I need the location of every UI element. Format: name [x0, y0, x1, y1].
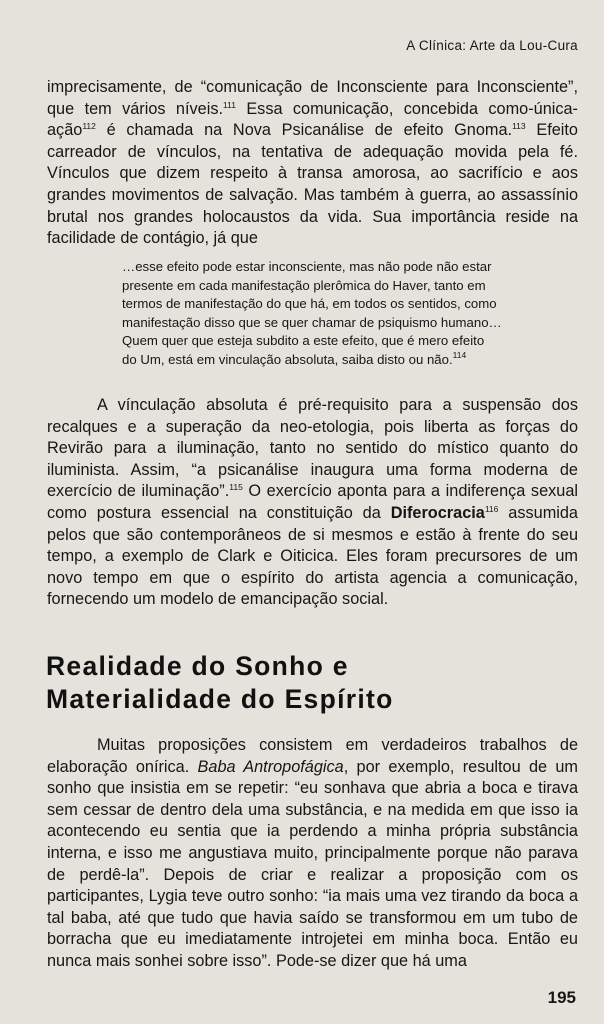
para3-text-2: , por exemplo, resultou de um sonho que insistia em se repetir: “eu sonhava que abria a boca e tirava sem cessar de dentro dela uma substância, e na medida em que isso ia acontecendo eu sentia que ia perdendo a minha própria substância interna, e isso me angustiava muito, principalmente porque não parava de perdê-la”. Depois de criar e realizar a proposição com os participantes, Lygia teve outro sonho: “ia mais uma vez tirando da boca a tal baba, até que tudo que havia saído se transformou em um tubo de borracha que eu imediatamente introjetei em minha boca. Então eu nunca mais sonhei sobre isso”. Pode-se dizer que há uma — [47, 757, 578, 970]
para1-text-4: Efeito carreador de vínculos, na tentativa de adequação movida pela fé. Vínculos que dizem respeito à transa amorosa, ao sacrifício e aos grandes movimentos de salvação. Mas também à guerra, ao assassínio brutal nos grandes holocaustos da vida. Sua importância reside na facilidade de contágio, já que — [47, 121, 578, 248]
footnote-ref-114[interactable]: 114 — [452, 349, 467, 360]
section-title-line-2: Materialidade do Espírito — [46, 684, 394, 714]
footnote-ref-113[interactable]: 113 — [512, 121, 526, 132]
page-number: 195 — [547, 988, 576, 1007]
paragraph-2 — [47, 395, 578, 611]
quote-text: …esse efeito pode estar inconsciente, mas não pode não estar presente em cada manifestação plerômica do Haver, tanto em termos de manifestação do que há, em todos os sentidos, como manifestação disso que se quer chamar de psiquismo humano… Quem quer que esteja subdito a este efeito, que é mero efeito do Um, está em vinculação absoluta, saiba disto ou não. — [122, 259, 502, 367]
running-head: A Clínica: Arte da Lou-Cura — [406, 38, 578, 53]
para2-text-2: O exercício aponta para a indiferença sexual como postura essencial na constituição da — [47, 482, 578, 522]
section-title — [46, 650, 394, 716]
para3-text-1: Muitas proposições consistem em verdadeiros trabalhos de elaboração onírica. — [47, 736, 578, 776]
para1-text-3: é chamada na Nova Psicanálise de efeito Gnoma. — [95, 121, 513, 140]
paragraph-3 — [47, 735, 578, 973]
para2-text-3: assumida pelos que são contemporâneos de si mesmos e estão à frente do seu tempo, a exemplo de Clark e Oiticica. Eles foram precursores de um novo tempo em que o espírito do artista agencia a comunicação, fornecendo um modelo de emancipação social. — [47, 503, 578, 609]
footnote-ref-111[interactable]: 111 — [223, 99, 236, 110]
paragraph-1 — [47, 77, 578, 250]
footnote-ref-116[interactable]: 116 — [484, 503, 499, 514]
bold-term-diferocracia: Diferocracia — [390, 503, 485, 522]
footnote-ref-115[interactable]: 115 — [229, 482, 243, 493]
para1-text-1: imprecisamente, de “comunicação de Inconsciente para Inconsciente”, que tem vários níveis. — [47, 78, 578, 118]
section-title-line-1: Realidade do Sonho e — [46, 651, 349, 681]
para2-text-1: A vínculação absoluta é pré-requisito para a suspensão dos recalques e a superação da neo-etologia, pois liberta as forças do Revirão para a iluminação, tanto no sentido do místico quanto do iluminista. Assim, “a psicanálise inaugura uma forma moderna de exercício de iluminação”. — [47, 396, 578, 501]
italic-title-baba-antropofagica: Baba Antropofágica — [197, 757, 344, 776]
para1-text-2: Essa comunicação, concebida como-única-ação — [47, 99, 578, 140]
footnote-ref-112[interactable]: 112 — [82, 121, 96, 132]
block-quote — [122, 258, 502, 370]
